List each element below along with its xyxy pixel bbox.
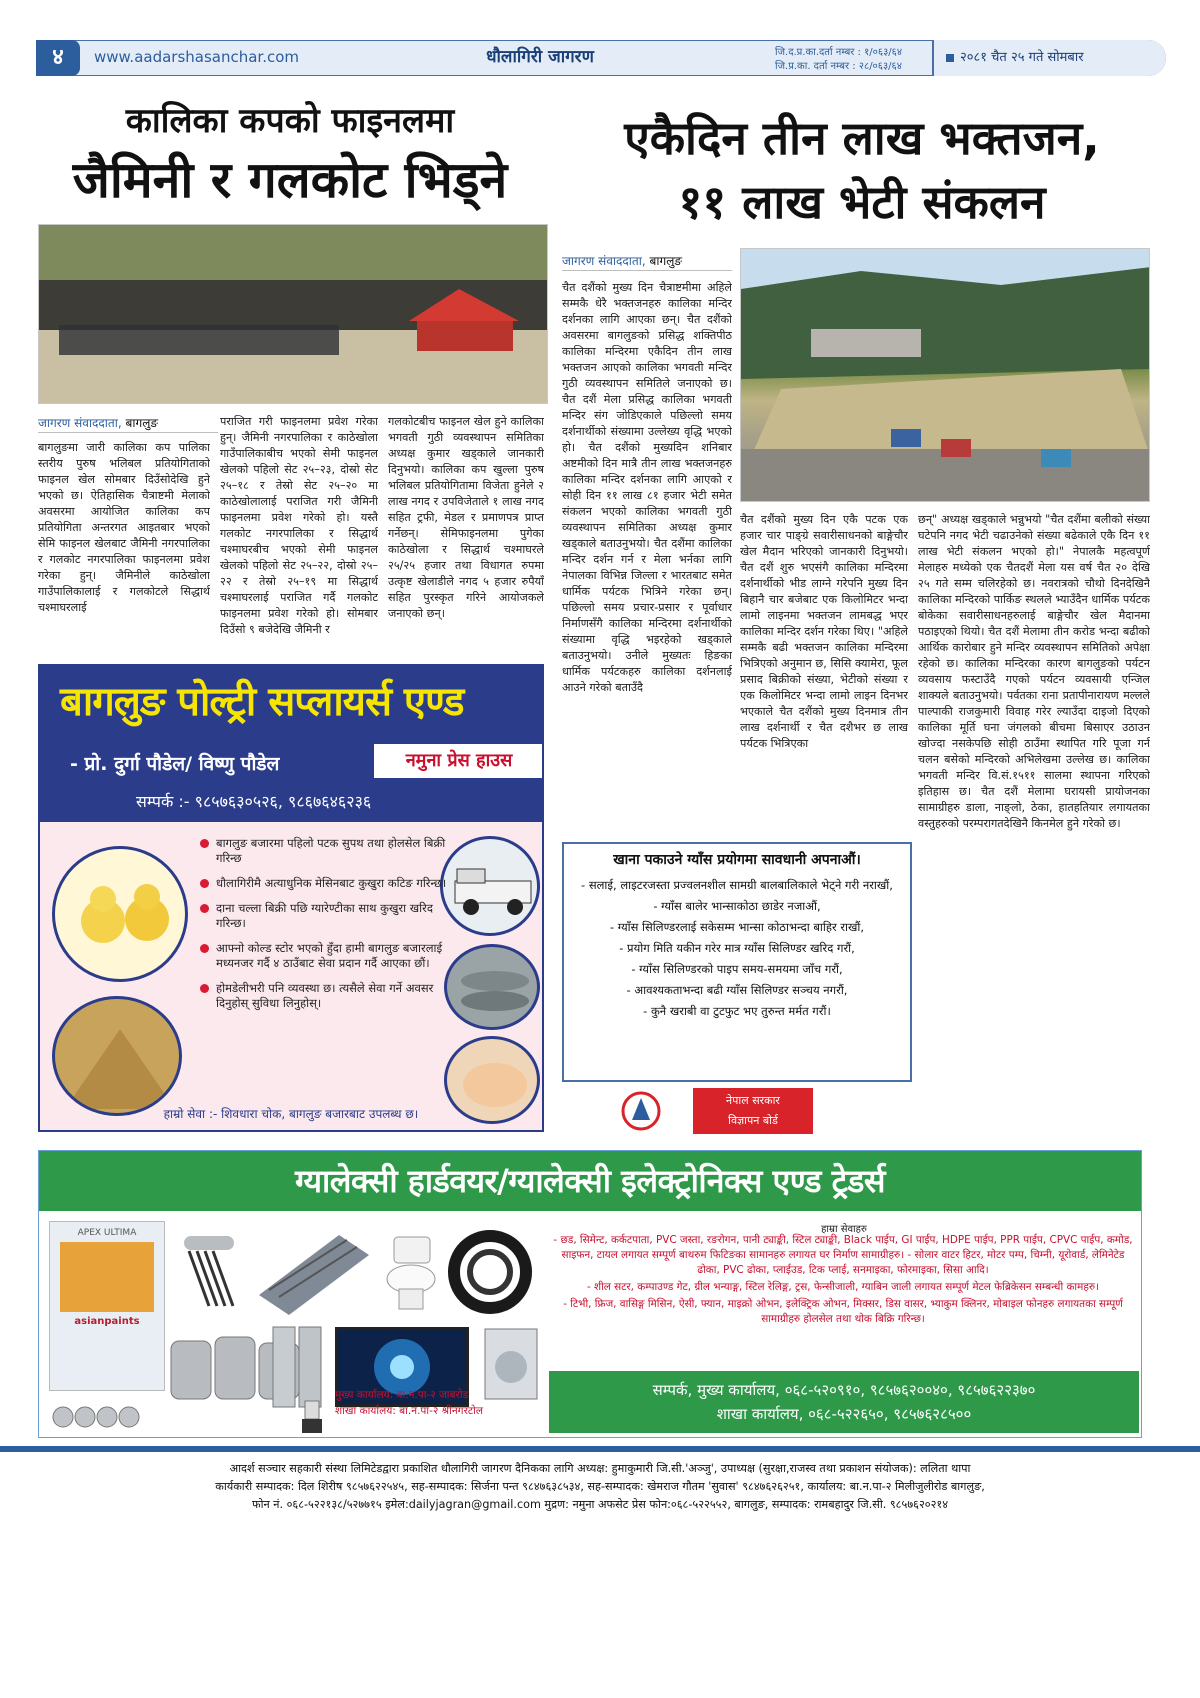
website-link[interactable]: www.aadarshasanchar.com [94, 48, 300, 66]
mixer-grinder-icon [299, 1399, 325, 1438]
bullet-icon [946, 54, 954, 62]
list-item: - कुनै खराबी वा टुटफुट भए तुरुन्त मर्मत गरौं। [643, 1004, 831, 1018]
volleyball-crowd-image [39, 225, 548, 404]
gas-notice-title: खाना पकाउने ग्याँस प्रयोगमा सावधानी अपनाऔं। [613, 852, 861, 868]
kalika-temple-parking-photo [740, 248, 1150, 502]
toilet-commode-image [379, 1235, 439, 1319]
list-item: - प्रयोग मिति यकीन गरेर मात्र ग्याँस सिलिण्डर खरिद गरौं, [619, 941, 855, 955]
feed-grain-image [52, 996, 182, 1116]
article-right-column-1: चैत दशैंको मुख्य दिन चैत्राष्टमीमा अहिले सम्मकै धेरै भक्तजनहरु कालिका मन्दिर दर्शनका लागि आएका छन्। चैत दशैंको अवसरमा बागलुङको प्रसिद्ध शक्तिपीठ कालिका मन्दिरमा एकैदिन तीन लाख भक्तजन आएको कालिका भगवती मन्दिर गुठी व्यवस्थापन समितिले जनाएको छ। चैत दशैं मेला प्रसिद्ध कालिका भगवती मन्दिर संग जोडिएकाले पछिल्लो समय दर्शनार्थीको संख्यामा उल्लेख्य वृद्धि भएको हो। चैत दशैंको मुख्यदिन शनिबार अष्टमीको दिन मात्रै तीन लाख भक्तजनहरु कालिका मन्दिर दर्शनका लागि आएको र सोही दिन ११ लाख ८१ हजार भेटी समेत संकलन भएको कालिका भगवती गुठी व्यवस्थापन समितिका अध्यक्ष कुमार खड्काले बताउनुभयो। चैत दशैंमा कालिका मन्दिर दर्शन गर्न र मेला भर्नका लागि नेपालका विभिन्न जिल्ला र भारतबाट समेत धार्मिक पर्यटक भित्रिने गरेका छन्। पछिल्लो समय प्रचार-प्रसार र पूर्वाधार निर्माणसँगै कालिका मन्दिरमा दर्शनार्थीको संख्यामा वृद्धि भइरहेको खड्काले बताउनुभयो। उनीले मुख्यतः हिङका धार्मिक पर्यटकहरु कालिका दर्शनलाई आउने गरेको बताउँदै [562, 281, 732, 694]
list-item: धौलागिरीमै अत्याधुनिक मेसिनबाट कुखुरा कटिङ गरिन्छ। [200, 876, 450, 891]
date-line [932, 40, 1166, 76]
advertising-board-badge: नेपाल सरकार विज्ञापन बोर्ड [693, 1088, 813, 1134]
poultry-ad-title: बागलुङ पोल्ट्री सप्लायर्स एण्ड [60, 679, 464, 725]
headline-right-2: ११ लाख भेटी संकलन [678, 175, 1046, 229]
date-text: २०८१ चैत २५ गते सोमबार [960, 50, 1084, 65]
galaxy-ad-services [549, 1233, 1137, 1329]
article-right-column-3: छन्" अध्यक्ष खड्काले भन्नुभयो "चैत दशैंमा बलीको संख्या घटेपनि नगद भेटी चढाउनेको संख्या बढेकाले एकै दिन ११ लाख भेटी संकलन भएको हो।" नेपालकै महत्वपूर्ण मेलाहरु मध्येको एक चैतदशैं मेला यस वर्ष चैत २० देखि २५ गते सम्म चलिरहेको छ। नवरात्रको चौथो दिनदेखिनै कालिका मन्दिरको पार्किङ स्थलले भ्याउँदैन धार्मिक पर्यटक बोकेका सवारीसाधनहरुलाई बाङ्गेचौर खेल मैदानमा पठाइएको थियो। चैत दशैं मेलामा तीन करोड भन्दा बढीको आर्थिक कारोबार हुने मन्दिर व्यवस्थापन समितिको अपेक्षा रहेको छ। कालिका मन्दिरका कारण बागलुङको पर्यटन व्यवसाय फस्टाउँदै गएको पर्यटन व्यवसायी एन्जिल शाक्यले बताउनुभयो। पर्वतका राना प्रतापीनारायण मल्लले पाल्पाकी राजकुमारी विवाह गरेर ल्याउँदा दाइजो दिएको कालिका मूर्ति घना जंगलको बीचमा बिसाएर उठाउन खोज्दा नसकेपछि सोही ठाउँमा स्थापित गरि पूजा गर्न चलन बसेको मन्दिरको अभिलेखमा उल्लेख छ। कालिका भगवती मन्दिर वि.सं.१५११ सालमा स्थापना गरिएको इतिहास छ। चैत दशैं मेलामा घरायसी प्रायोजनका सामाग्रीहरु डाला, नाङ्लो, ठेका, हातहतियार लगायतका वस्तुहरुको परम्परागतदेखिनै किनमेल हुने गरेको छ। [918, 513, 1150, 830]
list-item: - आवश्यकताभन्दा बढी ग्याँस सिलिण्डर सञ्चय नगरौं, [626, 983, 848, 997]
temple-ground-image [741, 249, 1150, 502]
fish-image [444, 944, 540, 1030]
footer-divider [0, 1446, 1200, 1452]
poultry-ad-footer: हाम्रो सेवा :- शिवधारा चोक, बागलुङ बजारबाट उपलब्ध छ। [163, 1107, 419, 1121]
headline-right-1: एकैदिन तीन लाख भक्तजन, [624, 111, 1100, 165]
poultry-advertisement [38, 664, 544, 1132]
galaxy-ad-title: ग्यालेक्सी हार्डवयर/ग्यालेक्सी इलेक्ट्रोनिक्स एण्ड ट्रेडर्स [294, 1162, 886, 1200]
imprint-line: आदर्श सञ्चार सहकारी संस्था लिमिटेडद्वारा प्रकाशित धौलागिरी जागरण दैनिकका लागि अध्यक्ष: हुमाकुमारी जि.सी.'अञ्जु', उपाध्यक्ष (सुरक्षा,राजस्व तथा प्रकाशन संयोजक): ललिता थापा [229, 1462, 971, 1475]
registration-line: जि.द.प्र.का.दर्ता नम्बर : १/०६३/६४ [775, 47, 903, 58]
paint-bucket-image: APEX ULTIMA asianpaints [49, 1221, 165, 1391]
galaxy-ad-services-heading: हाम्रा सेवाहरु [821, 1224, 867, 1235]
page-number: ४ [36, 40, 80, 76]
divider [562, 270, 732, 271]
list-item: होमडेलीभरी पनि व्यवस्था छ। त्यसैले सेवा गर्ने अवसर दिनुहोस् सुविधा लिनुहोस्। [200, 981, 450, 1011]
nepal-government-emblem-icon [618, 1090, 664, 1132]
byline-right: जागरण संवाददाता, बागलुङ [562, 254, 683, 268]
article-left-column-2: पराजित गरी फाइनलमा प्रवेश गरेका हुन्। जैमिनी नगरपालिका र काठेखोला गाउँपालिकाबीच भएको सेमी फाइनल खेलको पहिलो सेट २५–२३, दोस्रो सेट २५–१८ र तेस्रो सेट २५–२० मा काठेखोलालाई पराजित गरी जैमिनी फाइनलमा प्रवेश गरेको हो। यस्तै गलकोट नगरपालिका र सिद्धार्थ चश्माघरबीच भएको सेमी फाइनल खेलको पहिलो सेट २५–२२, दोस्रो २५–२२ र तेस्रो २५–१९ मा सिद्धार्थ चश्माघरलाई पराजित गर्दै गलकोट फाइनलमा प्रवेश गरेको हो। सोमबार दिउँसो ९ बजेदेखि जैमिनी र [220, 415, 378, 636]
galaxy-ad-contact: सम्पर्क, मुख्य कार्यालय, ०६८-५२०९१०, ९८५७६२००४०, ९८५७६२२३७० शाखा कार्यालय, ०६८-५२२६५०, ९८५७६२८५०० [549, 1371, 1139, 1433]
washing-machine-image [481, 1327, 541, 1405]
hdpe-pipe-coil-image [447, 1229, 533, 1319]
galaxy-ad-office: मुख्य कार्यालय: बा.न.पा-२ जाबरोड शाखा कार्यालय: बा.न.पा-२ श्रीनगरटोल [335, 1389, 483, 1417]
registration-line: जि.प्र.का. दर्ता नम्बर : २८/०६३/६४ [775, 61, 902, 72]
masthead-logo: धौलागिरी जागरण [486, 47, 594, 67]
list-item: दाना चल्ला बिक्री पछि ग्यारेण्टीका साथ कुखुरा खरिद गरिन्छ। [200, 901, 450, 931]
gas-safety-notice [562, 842, 912, 1082]
roofing-sheet-image [259, 1235, 369, 1319]
poultry-ad-list [200, 836, 450, 1021]
solar-water-heater-image [179, 1231, 249, 1315]
list-item: - ग्याँस बालेर भान्साकोठा छाडेर नजाऔं, [653, 899, 821, 913]
poultry-ad-proprietor: - प्रो. दुर्गा पौडेल/ विष्णु पौडेल [70, 753, 280, 775]
headline-left-1: कालिका कपको फाइनलमा [125, 101, 455, 141]
article-left-column-1: बागलुङमा जारी कालिका कप पालिका स्तरीय पुरुष भलिबल प्रतियोगिताको फाइनल खेल सोमबार दिउँसोदेखि हुने भएको छ। ऐतिहासिक चैत्राष्टमी मेलाको अवसरमा आयोजित कालिका कप प्रतियोगिता अन्तरगत आइतबार भएको सेमि फाइनल खेलबाट जैमिनी नगरपालिका र गलकोट नगरपालिका फाइनलमा प्रवेश गरेका हुन्। जैमिनीले काठेखोला गाउँपालिकालाई र गलकोटले सिद्धार्थ चश्माघरलाई [38, 441, 210, 614]
gas-notice-list [572, 875, 902, 1022]
galaxy-hardware-advertisement [38, 1150, 1142, 1438]
article-right-column-2: चैत दशैंको मुख्य दिन एकै पटक एक हजार चार पाङ्ग्रे सवारीसाधनको बाङ्गेचौर खेल मैदान भरिएको जानकारी दिनुभयो। चैत दशैं शुरु भएसंगै कालिका मन्दिरमा दर्शनार्थीको भीड लाग्ने गरेपनि मुख्य दिन बिहानै चार बजेबाट एक किलोमिटर भन्दा लामो लाइनमा भक्तजन लामबद्ध भएर कालिका मन्दिर दर्शन गरेका थिए। "अहिले सम्मकै बढी भक्तजन कालिका मन्दिरमा भित्रिएको अनुमान छ, सिसि क्यामेरा, फूल प्रसाद बिक्रीको संख्या, भेटीको संख्या र एक किलोमिटर भन्दा लामो लाइन दिनभर भएकाले चैत दशैंको मुख्य दिनमात्र तीन लाख दर्शनार्थी र चैत दशैभर छ लाख पर्यटक भित्रिएका [740, 513, 908, 750]
list-item: - सलाई, लाइटरजस्ता प्रज्वलनशील सामग्री बालबालिकाले भेट्ने गरी नराखौं, [581, 878, 893, 892]
service-item: - शील सटर, कम्पाउण्ड गेट, ग्रील भन्याङ्ग, स्टिल रेलिङ्ग, ट्रस, फेन्सीजाली, ग्याबिन जाली लगायत सम्पूर्ण मेटल फेब्रिकेसन सम्बन्धी कामहरु। [587, 1281, 1099, 1293]
service-item: - छड, सिमेन्ट, कर्कटपाता, PVC जस्ता, रङरोगन, पानी ट्याङ्की, स्टिल ट्याङ्की, Black पाईप, GI पाईप, HDPE पाईप, PPR पाईप, CPVC पाईप, कमोड, साइफन, टायल लगायत सम्पूर्ण बाथरुम फिटिङका सामानहरु लगायत घर निर्माण सामाग्रीहरु। - सोलार वाटर हिटर, मोटर पम्प, चिम्नी, यूरोवार्ड, लेमिनेटेड ढोका, PVC ढोका, प्लाईउड, टिक प्लाई, सनमाइका, फोरमाइका, सिसा आदि। [553, 1234, 1133, 1276]
divider [38, 432, 218, 433]
pickup-truck-image [440, 836, 540, 936]
list-item: आफ्नो कोल्ड स्टोर भएको हुँदा हामी बागलुङ बजारलाई मध्यनजर गर्दै ४ ठाउँबाट सेवा प्रदान गर्दै आएका छौं। [200, 941, 450, 971]
gi-pipes-image [49, 1397, 159, 1438]
imprint-line: कार्यकारी सम्पादक: दिल शिरीष ९८५७६२२५४५, सह-सम्पादक: सिर्जना पन्त ९८४७६३८५३४, सह-सम्पादक: खेमराज गौतम 'सुवास' ९८४७६२६२५१, कार्यालय: बा.न.पा-२ मिलीजुलीरोड बागलुङ, [215, 1480, 985, 1493]
poultry-ad-contact: सम्पर्क :- ९८५७६३०५२६, ९८६७६४६२३६ [136, 792, 372, 811]
service-item: - टिभी, फ्रिज, वासिङ्ग मिसिन, ऐसी, फ्यान, माइक्रो ओभन, इलेक्ट्रिक ओभन, मिक्सर, डिस वासर, भ्याकुम क्लिनर, मोबाइल फोनहरु लगायतका सम्पूर्ण सामाग्रीहरु होलसेल तथा थोक बिक्रि गरिन्छ। [563, 1298, 1123, 1325]
byline-left: जागरण संवाददाता, बागलुङ [38, 416, 159, 430]
article-left-column-3: गलकोटबीच फाइनल खेल हुने कालिका भगवती गुठी व्यवस्थापन समितिका अध्यक्ष कुमार खड्काले जानकारी दिनुभयो। कालिका कप खुल्ला पुरुष भलिबल प्रतियोगितामा विजेता हुनेले २ लाख नगद र उपविजेताले १ लाख नगद सहित ट्रफी, मेडल र प्रमाणपत्र प्राप्त गर्नेछन्। सेमिफाइनलमा पुगेका काठेखोला र सिद्धार्थ चश्माघरले २५/२५ हजार तथा विधागत रुपमा उत्कृष्ट खेलाडीले नगद ५ हजार रुपैयाँ सहित पुरस्कृत गरिने आयोजकले जनाएको छन्। [388, 415, 544, 620]
poultry-ad-press: नमुना प्रेस हाउस [374, 744, 544, 778]
imprint-footer [30, 1460, 1170, 1514]
volleyball-crowd-photo [38, 224, 548, 404]
list-item: - ग्याँस सिलिण्डरलाई सकेसम्म भान्सा कोठाभन्दा बाहिर राखौं, [609, 920, 865, 934]
list-item: बागलुङ बजारमा पहिलो पटक सुपथ तथा होलसेल बिक्री गरिन्छ [200, 836, 450, 866]
imprint-line: फोन नं. ०६८-५२२१३८/५२७७१५ इमेल:dailyjagran@gmail.com मुद्रण: नमुना अफसेट प्रेस फोन:०६८-५२२५५२, बागलुङ, सम्पादक: रामबहादुर जि.सी. ९८५७६२०२१४ [251, 1498, 949, 1511]
list-item: - ग्याँस सिलिण्डरको पाइप समय-समयमा जाँच गरौं, [631, 962, 843, 976]
chicks-image [52, 846, 188, 982]
headline-left-2: जैमिनी र गलकोट भिड्ने [72, 151, 508, 209]
